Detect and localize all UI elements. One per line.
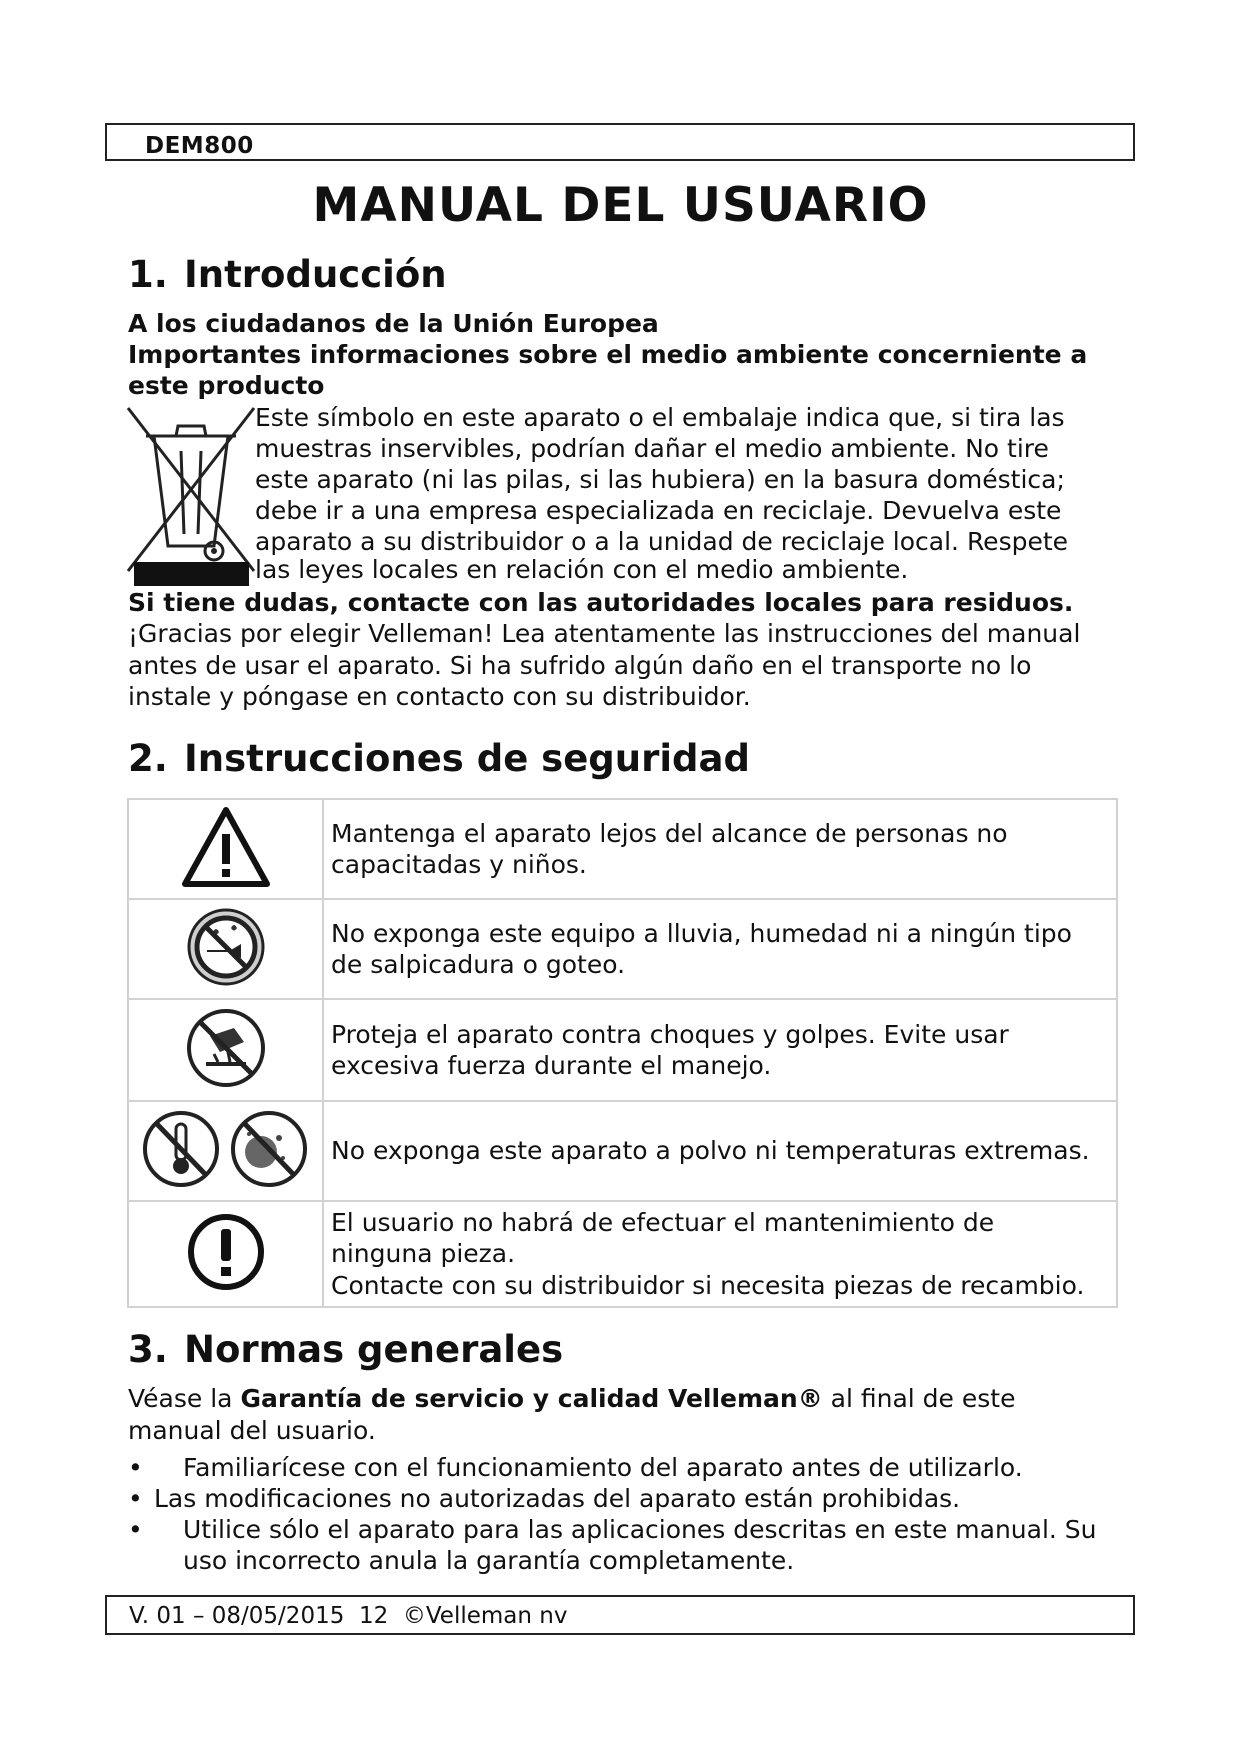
- bullet-mark: •: [128, 1453, 143, 1482]
- thanks-line: antes de usar el aparato. Si ha sufrido algún daño en el transporte no lo: [128, 650, 1032, 680]
- weee-line: las leyes locales en relación con el medio ambiente.: [255, 555, 909, 584]
- env-info-title-2: este producto: [128, 371, 325, 400]
- safety-line: capacitadas y niños.: [331, 850, 587, 879]
- safety-text-cell: [323, 899, 1117, 999]
- safety-line: Contacte con su distribuidor si necesita piezas de recambio.: [331, 1270, 1085, 1300]
- safety-icon-cell: [128, 999, 323, 1101]
- bullet-text: Familiarícese con el funcionamiento del aparato antes de utilizarlo.: [183, 1453, 1023, 1482]
- weee-line: este aparato (ni las pilas, si las hubiera) en la basura doméstica;: [255, 465, 1065, 494]
- footer-box: [105, 1595, 1135, 1635]
- safety-icon-cell: [128, 899, 323, 999]
- safety-text-cell: [323, 999, 1117, 1101]
- weee-line: debe ir a una empresa especializada en reciclaje. Devuelva este: [255, 496, 1062, 525]
- bullet-mark: •: [128, 1484, 143, 1513]
- no-shock-icon: [184, 1006, 268, 1090]
- safety-icon-cell: [128, 1201, 323, 1307]
- model-label: DEM800: [145, 133, 254, 159]
- list-item: [128, 1514, 1097, 1546]
- header-box: [105, 123, 1135, 161]
- section-safety-heading: [128, 737, 750, 780]
- thanks-paragraph: [128, 618, 1080, 713]
- warning-triangle-icon: [181, 806, 271, 888]
- safety-line: No exponga este equipo a lluvia, humedad ni a ningún tipo: [331, 918, 1072, 948]
- safety-line: de salpicadura o goteo.: [331, 950, 626, 979]
- bullet-mark: •: [128, 1515, 143, 1544]
- no-temperature-icon: [145, 1113, 217, 1185]
- section-intro-heading: [128, 253, 447, 296]
- weee-line: muestras inservibles, podrían dañar el medio ambiente. No tire: [255, 434, 1049, 463]
- env-info-title-1: Importantes informaciones sobre el medio ambiente concerniente a: [128, 340, 1088, 369]
- bullet-text: Las modificaciones no autorizadas del aparato están prohibidas.: [154, 1484, 961, 1513]
- section-title: Instrucciones de seguridad: [184, 737, 750, 780]
- safety-line: ninguna pieza.: [331, 1239, 516, 1269]
- safety-text-cell: [323, 1101, 1117, 1201]
- list-item: [128, 1483, 960, 1515]
- safety-row: [128, 899, 1117, 999]
- weee-line: Este símbolo en este aparato o el embalaje indica que, si tira las: [255, 403, 1065, 432]
- weee-bin-icon: [126, 406, 256, 591]
- warranty-bold: Garantía de servicio y calidad Velleman®: [240, 1384, 823, 1413]
- footer-text: V. 01 – 08/05/2015 12 ©Velleman nv: [129, 1603, 568, 1629]
- safety-row: [128, 799, 1117, 899]
- safety-line: Mantenga el aparato lejos del alcance de personas no: [331, 818, 1008, 848]
- section-general-heading: [128, 1328, 563, 1371]
- warranty-suffix: al final de este: [822, 1384, 1016, 1413]
- warranty-prefix: Véase la: [128, 1384, 241, 1413]
- weee-line: aparato a su distribuidor o a la unidad de reciclaje local. Respete: [255, 527, 1069, 556]
- safety-row: [128, 999, 1117, 1101]
- safety-table: [127, 798, 1118, 1308]
- thanks-line: ¡Gracias por elegir Velleman! Lea atentamente las instrucciones del manual: [128, 619, 1081, 648]
- list-item: [128, 1452, 1023, 1484]
- section-title: Introducción: [184, 253, 447, 296]
- warranty-line-2: manual del usuario.: [128, 1415, 376, 1445]
- page-title: MANUAL DEL USUARIO: [312, 178, 929, 233]
- eu-citizens-line: A los ciudadanos de la Unión Europea: [128, 309, 659, 338]
- no-water-icon: [185, 906, 267, 988]
- bullet-text: Utilice sólo el aparato para las aplicaciones descritas en este manual. Su: [183, 1515, 1097, 1544]
- safety-row: [128, 1101, 1117, 1201]
- safety-icon-cell: [128, 799, 323, 899]
- warranty-paragraph: [128, 1383, 1015, 1446]
- list-item-continuation: uso incorrecto anula la garantía completamente.: [183, 1546, 795, 1575]
- weee-text: [255, 402, 1068, 583]
- safety-icon-cell: [128, 1101, 323, 1201]
- safety-line: Proteja el aparato contra choques y golpes. Evite usar: [331, 1019, 1009, 1049]
- doubts-line: Si tiene dudas, contacte con las autoridades locales para residuos.: [128, 588, 1074, 617]
- safety-line: excesiva fuerza durante el manejo.: [331, 1051, 772, 1080]
- section-title: Normas generales: [184, 1328, 564, 1371]
- thanks-line: instale y póngase en contacto con su distribuidor.: [128, 682, 751, 711]
- safety-row: [128, 1201, 1117, 1307]
- section-number: 2.: [128, 737, 168, 780]
- warranty-line: [128, 1383, 1015, 1415]
- section-number: 3.: [128, 1328, 168, 1371]
- safety-text-cell: [323, 1201, 1117, 1307]
- safety-line: No exponga este aparato a polvo ni temperaturas extremas.: [331, 1136, 1090, 1166]
- exclamation-circle-icon: [185, 1211, 267, 1293]
- section-number: 1.: [128, 253, 168, 296]
- no-temperature-dust-icon: [141, 1108, 311, 1190]
- safety-text-cell: [323, 799, 1117, 899]
- no-dust-icon: [233, 1113, 305, 1185]
- safety-line: El usuario no habrá de efectuar el mantenimiento de: [331, 1207, 995, 1237]
